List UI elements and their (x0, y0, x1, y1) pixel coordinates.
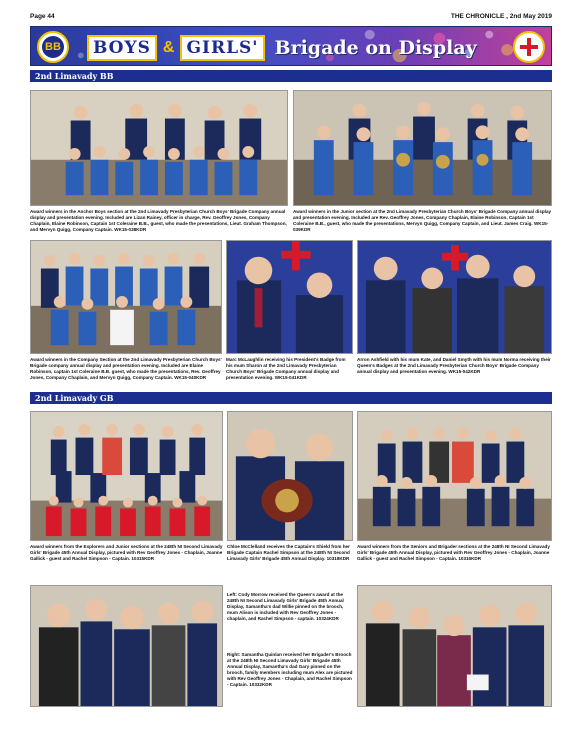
section-header-gb: 2nd Limavady GB (30, 392, 552, 404)
banner-word-boys: BOYS (87, 35, 157, 61)
banner-ampersand: & (162, 39, 175, 56)
caption-brigaders-brooch: Right: Samantha Quinlan received her Brigader's Brooch at the 248th NI Second Limavady Girls' Brigade 45th Annual Display, Samantha's dad Gary pinned on the brooch, family members including mum Alex are pictured with Rev Geoffrey Jones - Chaplain, and Rachel Simpson - Captain. 10332KDR (227, 652, 353, 687)
page-header (30, 13, 552, 25)
caption-queens-award: Left: Cody Morrow received the Queen's award at the 248th NI Second Limavady Girls' Brigade 45th Annual Display, Samantha's dad Willie pinned on the brooch, mum Alison is included with Rev Geoffrey Jones - chaplain, and Rachel Simpson - captain. 10324KDR (227, 592, 344, 621)
page-banner (30, 26, 552, 66)
caption-captains-shield: Chloe McClelland receives the Captain's Shield from her Brigade Captain Rachel Simpson at the 248th NI Second Limavady Girls' Brigade 45th Annual Display. 10318KDR (227, 544, 350, 561)
girls-brigade-crest-icon (513, 31, 545, 63)
photo-brigaders-brooch (357, 585, 552, 707)
photo-company-section (30, 240, 222, 354)
caption-seniors-brigaders: Award winners from the Seniors and Brigader sections at the 248th NI Second Limavady Girls' Brigade 45th Annual Display, pictured with Rev Geoffrey Jones - Chaplain, Joanne Gallick - guest and Rachel Simpson - Captain. 10316KDR (357, 544, 550, 561)
banner-title (87, 35, 477, 61)
photo-anchor-boys (30, 90, 288, 206)
photo-queens-award (30, 585, 223, 707)
publication-date: THE CHRONICLE , 2nd May 2019 (450, 13, 552, 20)
section-header-bb: 2nd Limavady BB (30, 70, 552, 82)
photo-presidents-badge (226, 240, 353, 354)
banner-word-girls: GIRLS' (180, 35, 264, 61)
photo-junior-section (293, 90, 552, 206)
photo-seniors-brigaders (357, 411, 552, 541)
photo-captains-shield (227, 411, 353, 541)
caption-presidents-badge: Marc McLaughlin receiving his President's Badge from his mum Sharon at the 2nd Limavady Presbyterian Church Boys' Brigade Company annual display and presentation evening. WK15-041KDR (226, 357, 346, 380)
caption-queens-badges: Arron Ashfield with his mum Kate, and Daniel Smyth with his mum Norma receiving their Queen's Badges at the 2nd Limavady Presbyterian Church Boys' Brigade Company annual display and presentation evening. WK15-042KDR (357, 357, 551, 374)
caption-company-section: Award winners in the Company Section at the 2nd Limavady Presbyterian Church Boys' Brigade company annual display and presentation evening. Included are Elaine Robinson, captain 1st Coleraine B.B. guest, who made the presentations, Rev. Geoffrey Jones, Company Chaplain, and Mervyn Quigg, Company Captain. WK15-040KDR (30, 357, 222, 380)
boys-brigade-crest-icon: BB (37, 31, 69, 63)
caption-junior-section: Award winners in the Junior section at the 2nd Limavady Presbyterian Church Boys' Brigade Company annual display and presentation evening. Included are Rev. Geoffrey Jones, Company Chaplain, Elaine Robinson, Captain 1st Coleraine B.B., guest, who made the presentations, Mervyn Quigg, Company Captain, and Lieut. James Craig. WK15-039KDR (293, 209, 552, 232)
caption-anchor-boys: Award winners in the Anchor Boys section at the 2nd Limavady Presbyterian Church Boys' Brigade Company annual display and presentation evening. Included are Lizan Rainey, officer in charge, Rev. Geoffrey Jones, Company Chaplain, Elaine Robinson, Captain 1st Coleraine B.B., guest, who made the presentations, Lieut. Graham Thompson, and Mervyn Quigg, Company Captain. WK15-038KDR (30, 209, 287, 232)
photo-queens-badges (357, 240, 552, 354)
caption-explorers-juniors: Award winners from the Explorers and Junior sections at the 248th NI Second Limavady Girls' Brigade 45th Annual Display, pictured with Rev Geoffrey Jones - Chaplain, Joanne Gallick - guest and Rachel Simpson - Captain. 10315KDR (30, 544, 223, 561)
page-number: Page 44 (30, 13, 55, 20)
banner-subtitle: Brigade on Display (274, 37, 477, 59)
photo-explorers-juniors (30, 411, 223, 541)
